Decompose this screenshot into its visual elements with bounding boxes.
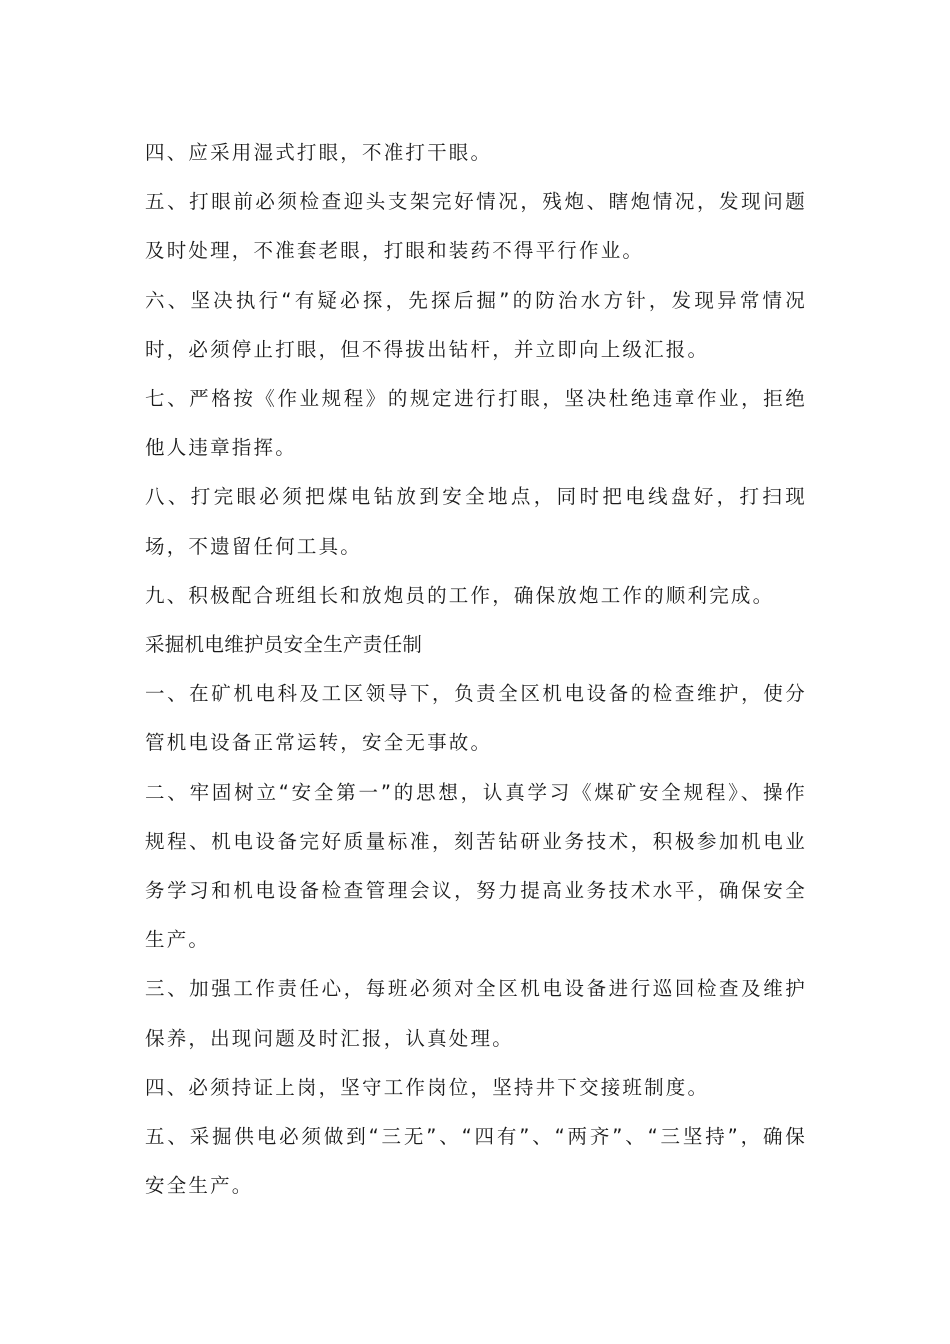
section-paragraph-3: 三、加强工作责任心，每班必须对全区机电设备进行巡回检查及维护保养，出现问题及时汇报，认真处理。 — [145, 977, 807, 1050]
paragraph-5-check-support: 五、打眼前必须检查迎头支架完好情况，残炮、瞎炮情况，发现问题及时处理，不准套老眼，打眼和装药不得平行作业。 — [145, 190, 807, 263]
section-title: 采掘机电维护员安全生产责任制 — [145, 633, 423, 657]
paragraph-6-water-prevention: 六、坚决执行“有疑必探，先探后掘”的防治水方针，发现异常情况时，必须停止打眼，但不得拔出钻杆，并立即向上级汇报。 — [145, 288, 807, 361]
section-paragraph-2: 二、牢固树立“安全第一”的思想，认真学习《煤矿安全规程》、操作规程、机电设备完好质量标准，刻苦钻研业务技术，积极参加机电业务学习和机电设备检查管理会议，努力提高业务技术水平，确保安全生产。 — [145, 780, 807, 952]
section-paragraph-1: 一、在矿机电科及工区领导下，负责全区机电设备的检查维护，使分管机电设备正常运转，安全无事故。 — [145, 682, 807, 755]
paragraph-7-work-rules: 七、严格按《作业规程》的规定进行打眼，坚决杜绝违章作业，拒绝他人违章指挥。 — [145, 387, 807, 460]
section-paragraph-4: 四、必须持证上岗，坚守工作岗位，坚持井下交接班制度。 — [145, 1075, 710, 1099]
paragraph-9-cooperate: 九、积极配合班组长和放炮员的工作，确保放炮工作的顺利完成。 — [145, 583, 775, 607]
section-paragraph-5: 五、采掘供电必须做到“三无”、“四有”、“两齐”、“三坚持”，确保安全生产。 — [145, 1125, 807, 1198]
paragraph-8-drill-storage: 八、打完眼必须把煤电钻放到安全地点，同时把电线盘好，打扫现场，不遗留任何工具。 — [145, 485, 807, 558]
paragraph-4-wet-drilling: 四、应采用湿式打眼，不准打干眼。 — [145, 141, 493, 164]
document-body — [145, 128, 807, 1210]
